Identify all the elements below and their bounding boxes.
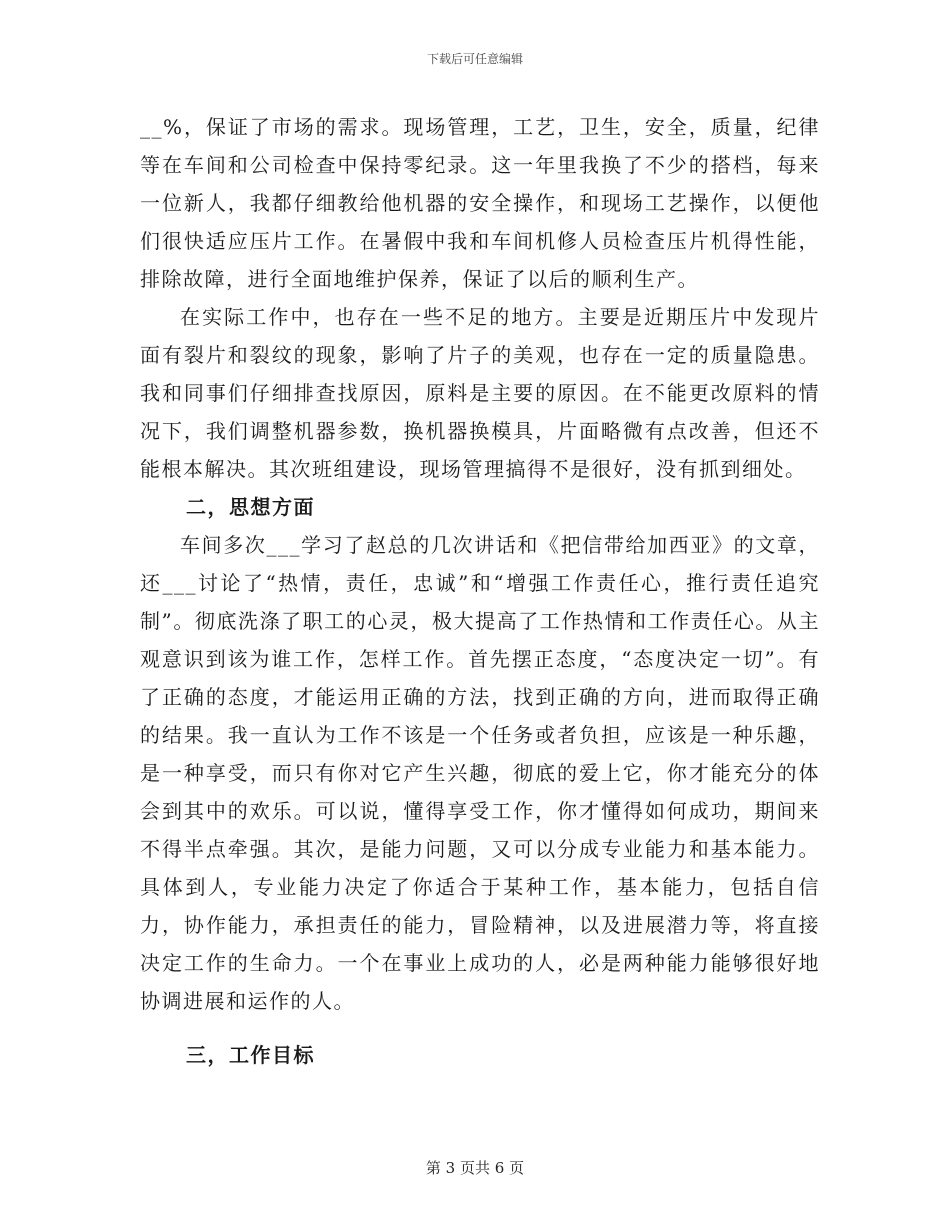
- document-body: [140, 108, 820, 1074]
- paragraph-shortcomings: 在实际工作中，也存在一些不足的地方。主要是近期压片中发现片面有裂片和裂纹的现象，影响了片子的美观，也存在一定的质量隐患。我和同事们仔细排查找原因，原料是主要的原因。在不能更改原料的情况下，我们调整机器参数，换机器换模具，片面略微有点改善，但还不能根本解决。其次班组建设，现场管理搞得不是很好，没有抓到细处。: [140, 305, 820, 481]
- section-heading-goals: 三，工作目标: [186, 1043, 315, 1067]
- page-footer: 第 3 页共 6 页: [425, 1159, 525, 1177]
- section-heading-thinking: 二，思想方面: [186, 495, 315, 519]
- paragraph-thinking: 车间多次___学习了赵总的几次讲话和《把信带给加西亚》的文章，还___讨论了“热情，责任，忠诚”和“增强工作责任心，推行责任追究制”。彻底洗涤了职工的心灵，极大提高了工作热情和工作责任心。从主观意识到该为谁工作，怎样工作。首先摆正态度，“态度决定一切”。有了正确的态度，才能运用正确的方法，找到正确的方向，进而取得正确的结果。我一直认为工作不该是一个任务或者负担，应该是一种乐趣，是一种享受，而只有你对它产生兴趣，彻底的爱上它，你才能充分的体会到其中的欢乐。可以说，懂得享受工作，你才懂得如何成功，期间来不得半点牵强。其次，是能力问题，又可以分成专业能力和基本能力。具体到人，专业能力决定了你适合于某种工作，基本能力，包括自信力，协作能力，承担责任的能力，冒险精神，以及进展潜力等，将直接决定工作的生命力。一个在事业上成功的人，必是两种能力能够很好地协调进展和运作的人。: [140, 533, 820, 1013]
- page-header: 下载后可任意编辑: [426, 52, 523, 66]
- paragraph-production: __%，保证了市场的需求。现场管理，工艺，卫生，安全，质量，纪律等在车间和公司检查中保持零纪录。这一年里我换了不少的搭档，每来一位新人，我都仔细教给他机器的安全操作，和现场工艺操作，以便他们很快适应压片工作。在暑假中我和车间机修人员检查压片机得性能，排除故障，进行全面地维护保养，保证了以后的顺利生产。: [140, 115, 820, 291]
